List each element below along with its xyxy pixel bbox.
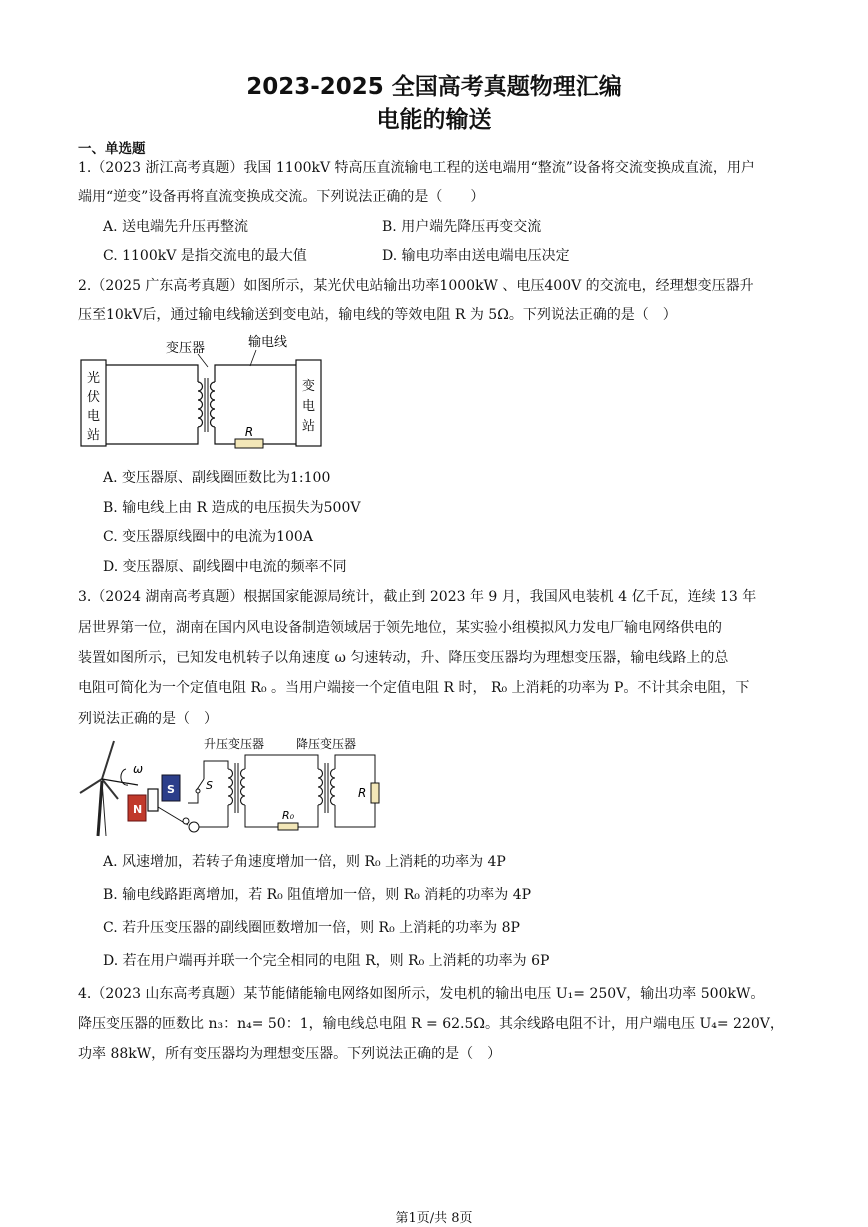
q2-line-1: 2.（2025 广东高考真题）如图所示，某光伏电站输出功率1000kW 、电压400V 的交流电，经理想变压器升 — [78, 278, 754, 294]
q1-line-2: 端用“逆变”设备再将直流变换成交流。下列说法正确的是（ ） — [78, 189, 485, 205]
q3-line-1: 3.（2024 湖南高考真题）根据国家能源局统计，截止到 2023 年 9 月，我国风电装机 4 亿千瓦，连续 13 年 — [78, 589, 757, 605]
stepdown-label: 降压变压器 — [296, 737, 357, 751]
load-resistor — [371, 783, 379, 803]
q3-option-d: D. 若在用户端再并联一个完全相同的电阻 R，则 R₀ 上消耗的功率为 6P — [103, 953, 550, 969]
resistor-label: R — [244, 425, 254, 439]
armature-coil — [148, 789, 158, 811]
r0-resistor — [278, 823, 298, 830]
q2-line-2: 压至10kV后，通过输电线输送到变电站，输电线的等效电阻 R 为 5Ω。下列说法正确的是（ ） — [78, 307, 677, 323]
blade-1 — [80, 779, 102, 793]
magnet-s-label: S — [167, 783, 175, 796]
blade-2 — [102, 741, 114, 779]
magnet-n-label: N — [133, 803, 143, 816]
blade-3 — [102, 779, 118, 799]
stepdown-primary-coil — [318, 769, 323, 805]
q3-wind-power-diagram — [78, 733, 383, 839]
q1-option-d: D. 输电功率由送电端电压决定 — [382, 248, 570, 264]
line-label: 输电线 — [248, 335, 288, 350]
document-subtitle: 电能的输送 — [376, 107, 492, 133]
solar-station-char-2: 伏 — [86, 390, 101, 405]
load-r-label: R — [358, 786, 367, 800]
stepup-primary-coil — [228, 769, 233, 805]
q2-option-b: B. 输电线上由 R 造成的电压损失为500V — [103, 500, 361, 516]
q1-option-c: C. 1100kV 是指交流电的最大值 — [103, 248, 307, 264]
q3-line-3: 装置如图所示，已知发电机转子以角速度 ω 匀速转动，升、降压变压器均为理想变压器，输电线路上的总 — [78, 650, 729, 666]
line-resistor — [235, 439, 263, 448]
stepdown-secondary-coil — [331, 769, 336, 805]
q1-option-b: B. 用户端先降压再变交流 — [382, 219, 542, 235]
solar-station-char-3: 电 — [86, 409, 101, 424]
q3-option-a: A. 风速增加，若转子角速度增加一倍，则 R₀ 上消耗的功率为 4P — [103, 854, 506, 870]
q4-line-2: 降压变压器的匝数比 n₃：n₄= 50：1，输电线总电阻 R = 62.5Ω。其余线路电阻不计，用户端电压 U₄= 220V， — [78, 1016, 784, 1032]
q3-option-b: B. 输电线路距离增加，若 R₀ 阻值增加一倍，则 R₀ 消耗的功率为 4P — [103, 887, 532, 903]
q3-option-c: C. 若升压变压器的副线圈匝数增加一倍，则 R₀ 上消耗的功率为 8P — [103, 920, 520, 936]
switch-label: S — [206, 779, 213, 792]
q3-line-4: 电阻可简化为一个定值电阻 R₀ 。当用户端接一个定值电阻 R 时， R₀ 上消耗的功率为 P。不计其余电阻，下 — [78, 680, 750, 696]
q4-line-3: 功率 88kW，所有变压器均为理想变压器。下列说法正确的是（ ） — [78, 1046, 502, 1062]
q3-line-5: 列说法正确的是（ ） — [78, 711, 218, 727]
solar-station-char-1: 光 — [86, 371, 101, 386]
stepup-label: 升压变压器 — [204, 737, 265, 751]
q1-line-1: 1.（2023 浙江高考真题）我国 1100kV 特高压直流输电工程的送电端用“整流”设备将交流变换成直流，用户 — [78, 160, 755, 176]
q2-circuit-diagram — [78, 332, 328, 456]
section-heading: 一、单选题 — [78, 141, 146, 157]
document-title: 2023-2025 全国高考真题物理汇编 — [246, 74, 622, 100]
q4-line-1: 4.（2023 山东高考真题）某节能储能输电网络如图所示，发电机的输出电压 U₁= 250V，输出功率 500kW。 — [78, 986, 765, 1002]
secondary-coil — [211, 382, 216, 427]
omega-label: ω — [133, 762, 144, 776]
page-footer: 第1页/共 8页 — [395, 1211, 473, 1226]
transformer-label: 变压器 — [166, 341, 206, 356]
substation-char-1: 变 — [301, 379, 316, 394]
q2-option-a: A. 变压器原、副线圈匝数比为1:100 — [103, 470, 331, 486]
substation-char-2: 电 — [301, 399, 316, 414]
r0-label: R₀ — [282, 809, 295, 822]
q1-option-a: A. 送电端先升压再整流 — [103, 219, 249, 235]
primary-coil — [198, 382, 203, 427]
q2-option-c: C. 变压器原线圈中的电流为100A — [103, 529, 313, 545]
q2-option-d: D. 变压器原、副线圈中电流的频率不同 — [103, 559, 347, 575]
substation-char-3: 站 — [301, 419, 316, 434]
q3-line-2: 居世界第一位，湖南在国内风电设备制造领域居于领先地位，某实验小组模拟风力发电厂输电网络供电的 — [78, 620, 722, 636]
solar-station-char-4: 站 — [86, 428, 101, 443]
stepup-secondary-coil — [241, 769, 246, 805]
